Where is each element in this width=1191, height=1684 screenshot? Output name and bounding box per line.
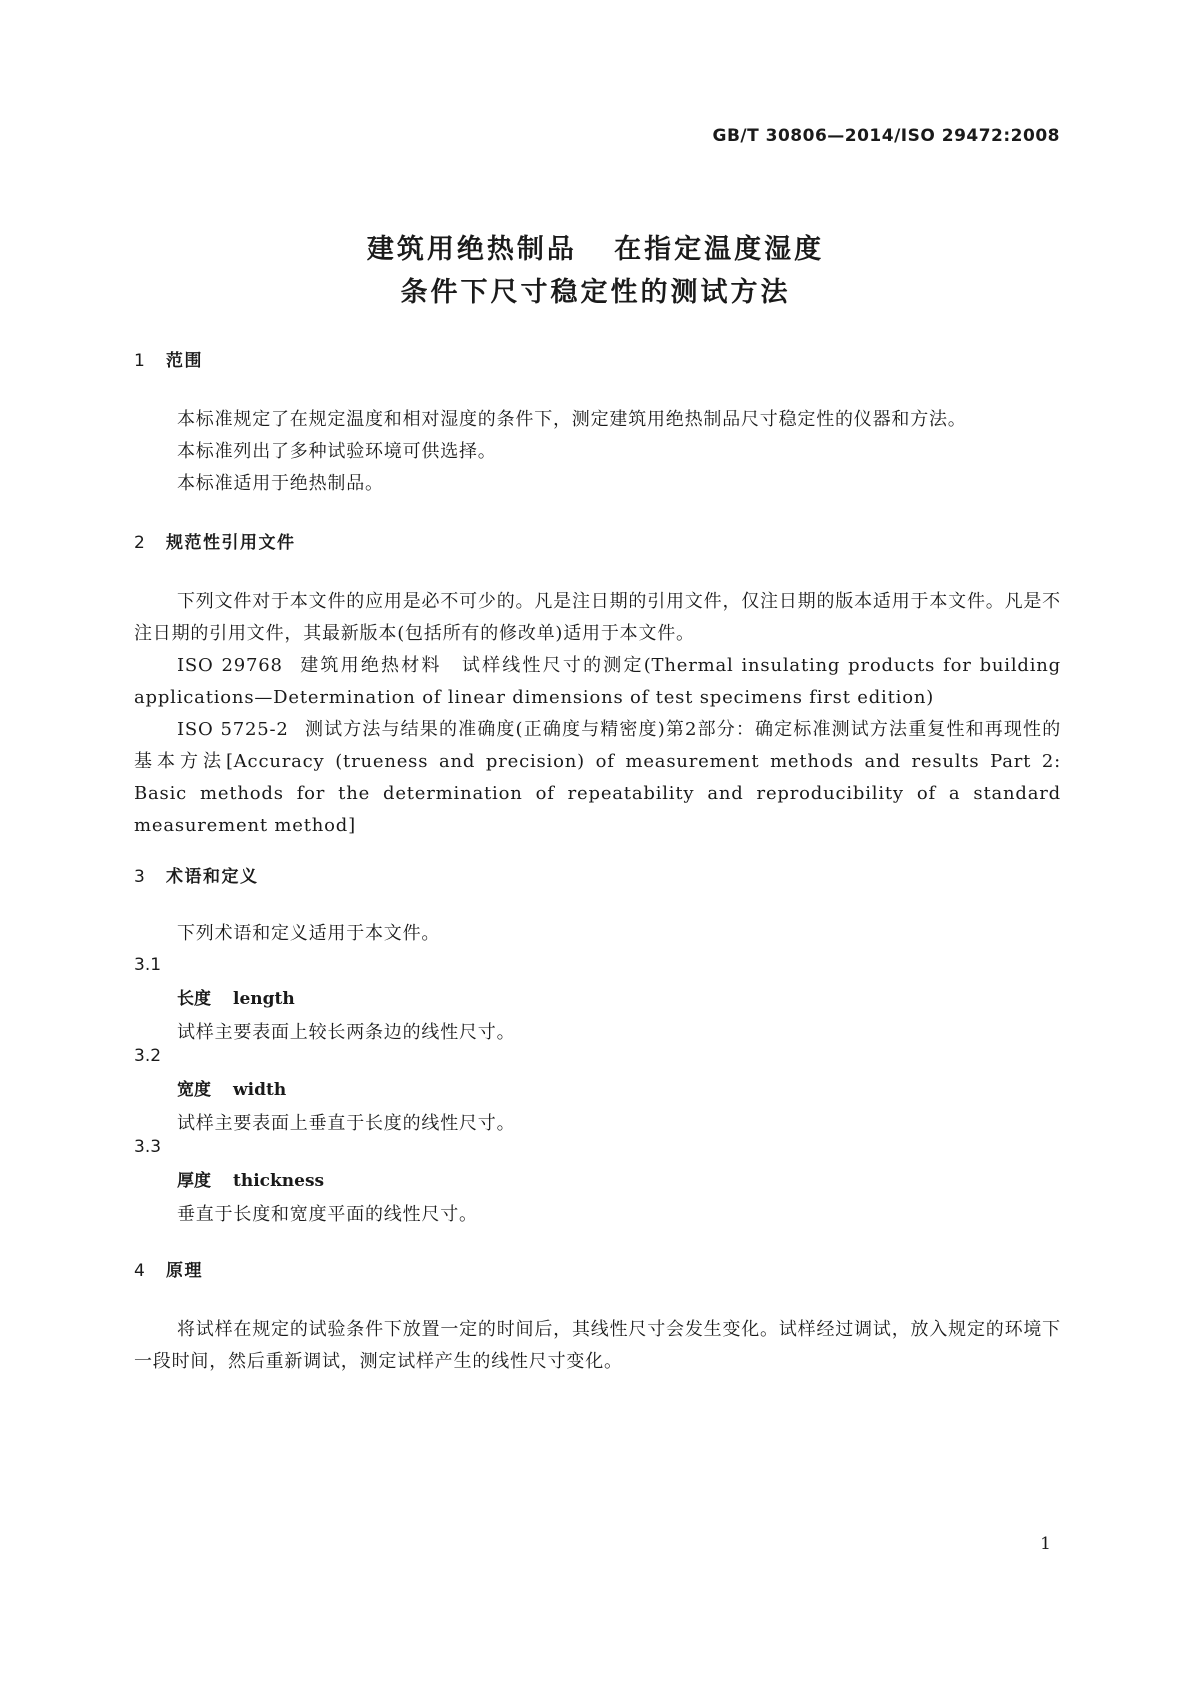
section-2-body	[134, 586, 1061, 842]
term-definition: 试样主要表面上垂直于长度的线性尺寸。	[177, 1113, 516, 1134]
section-number: 3	[134, 867, 147, 887]
section-3-heading	[134, 862, 1061, 887]
term-name: 长度 length	[177, 989, 295, 1009]
section-number: 2	[134, 533, 147, 553]
section-1-heading	[134, 346, 1061, 371]
section-title: 术语和定义	[166, 867, 259, 887]
section-3-body	[134, 918, 1061, 950]
section-2-heading	[134, 528, 1061, 553]
paragraph: 下列术语和定义适用于本文件。	[177, 923, 441, 944]
page-number: 1	[1040, 1534, 1051, 1554]
title-line-2: 条件下尺寸稳定性的测试方法	[400, 277, 791, 308]
reference-code: ISO 29768	[177, 655, 283, 676]
document-title	[0, 228, 1191, 314]
paragraph: 下列文件对于本文件的应用是必不可少的。凡是注日期的引用文件，仅注日期的版本适用于本文件。凡是不注日期的引用文件，其最新版本(包括所有的修改单)适用于本文件。	[134, 591, 1061, 644]
term-definition: 垂直于长度和宽度平面的线性尺寸。	[177, 1204, 478, 1225]
paragraph: 本标准适用于绝热制品。	[177, 473, 384, 494]
section-4-body	[134, 1314, 1061, 1378]
section-title: 规范性引用文件	[166, 533, 296, 553]
term-name: 宽度 width	[177, 1080, 287, 1100]
title-line-1: 建筑用绝热制品 在指定温度湿度	[366, 234, 825, 265]
term-number: 3.2	[134, 1046, 162, 1066]
section-1-body	[134, 404, 1061, 500]
section-4-heading	[134, 1256, 1061, 1281]
section-number: 4	[134, 1261, 147, 1281]
paragraph: 本标准规定了在规定温度和相对湿度的条件下，测定建筑用绝热制品尺寸稳定性的仪器和方法。	[177, 409, 967, 430]
section-title: 范围	[166, 351, 203, 371]
reference-code: ISO 5725-2	[177, 719, 289, 740]
reference-text: 测试方法与结果的准确度(正确度与精密度)第2部分：确定标准测试方法重复性和再现性的基本方法[Accuracy (trueness and precision) of measurement methods and results Part 2: Basic methods for the determination of repeatability and reproducibility of a standard measurement method]	[134, 719, 1061, 836]
section-title: 原理	[166, 1261, 203, 1281]
section-number: 1	[134, 351, 147, 371]
reference-iso-5725-2	[134, 714, 1061, 842]
paragraph: 本标准列出了多种试验环境可供选择。	[177, 441, 497, 462]
term-definition: 试样主要表面上较长两条边的线性尺寸。	[177, 1022, 516, 1043]
standard-code: GB/T 30806—2014/ISO 29472:2008	[712, 126, 1060, 146]
reference-text: 建筑用绝热材料 试样线性尺寸的测定(Thermal insulating products for building applications—Determination of linear dimensions of test specimens first edition)	[134, 655, 1061, 708]
term-name: 厚度 thickness	[177, 1171, 325, 1191]
paragraph: 将试样在规定的试验条件下放置一定的时间后，其线性尺寸会发生变化。试样经过调试，放入规定的环境下一段时间，然后重新调试，测定试样产生的线性尺寸变化。	[134, 1319, 1061, 1372]
term-3-2	[134, 1046, 1061, 1135]
term-3-1	[134, 955, 1061, 1044]
reference-iso-29768	[134, 650, 1061, 714]
term-number: 3.3	[134, 1137, 162, 1157]
term-number: 3.1	[134, 955, 162, 975]
term-3-3	[134, 1137, 1061, 1226]
